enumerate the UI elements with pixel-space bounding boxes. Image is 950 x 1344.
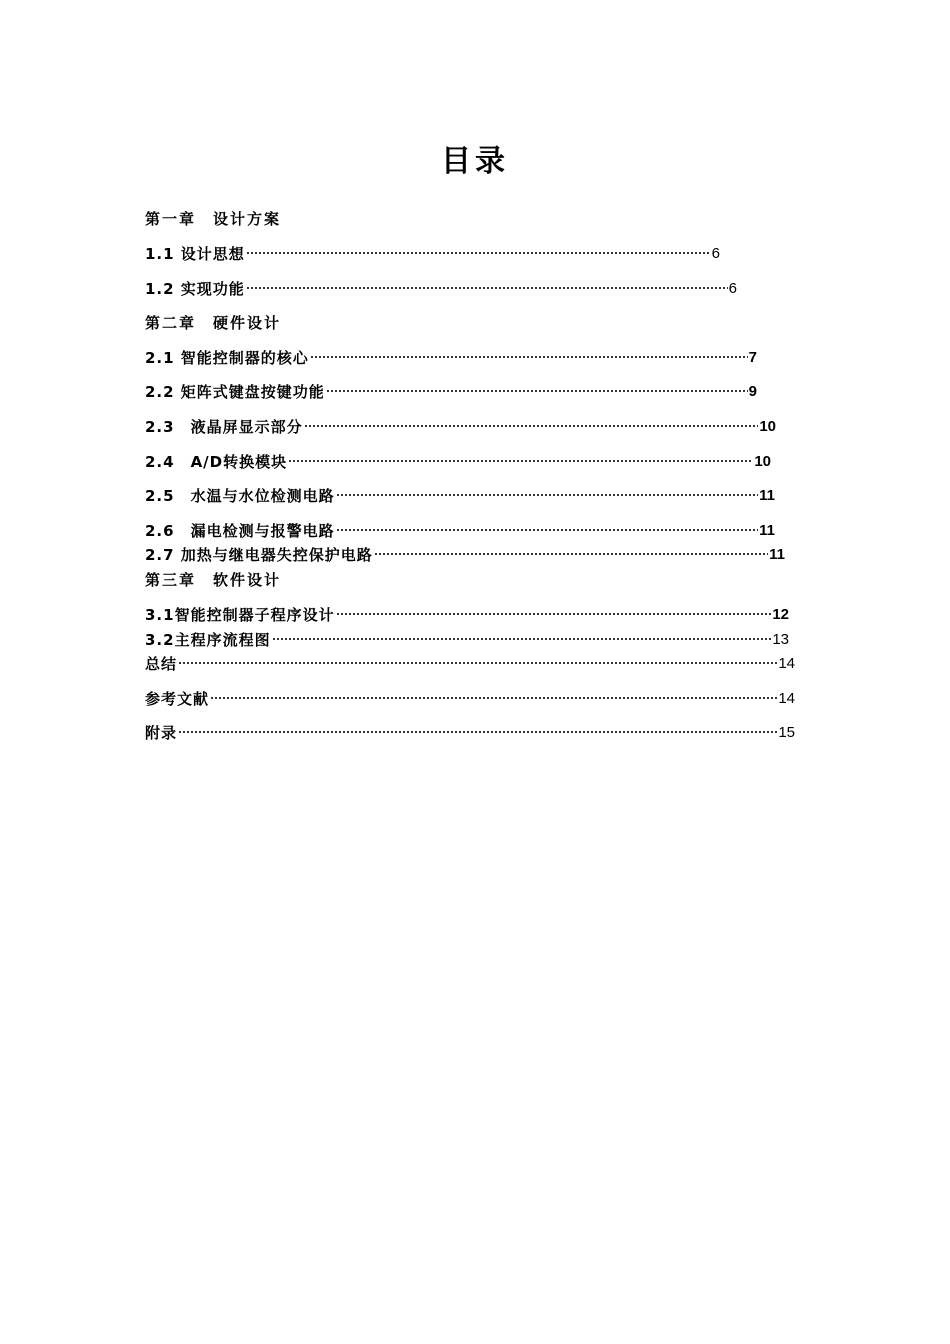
toc-entry-3-1[interactable] xyxy=(145,603,789,625)
toc-entry-2-3[interactable] xyxy=(145,415,776,437)
toc-entry-1-1[interactable] xyxy=(145,242,720,264)
toc-entry-2-4[interactable] xyxy=(145,450,771,472)
dot-leader xyxy=(178,656,777,670)
toc-entry-page: 11 xyxy=(759,522,775,539)
toc-entry-2-2[interactable] xyxy=(145,380,757,402)
toc-entry-label: 总结 xyxy=(145,655,178,673)
toc-entry-page: 10 xyxy=(759,418,776,435)
toc-entry-page: 13 xyxy=(772,631,789,648)
toc-entry-label: 3.1智能控制器子程序设计 xyxy=(145,606,335,624)
toc-entry-label: 第三章 软件设计 xyxy=(145,571,282,589)
toc-entry-page: 11 xyxy=(769,546,785,563)
toc-entry-page: 9 xyxy=(748,383,757,400)
toc-entry-page: 6 xyxy=(728,280,737,297)
toc-entry-label: 2.6 漏电检测与报警电路 xyxy=(145,522,335,540)
toc-entry-label: 2.5 水温与水位检测电路 xyxy=(145,487,335,505)
dot-leader xyxy=(246,246,711,260)
toc-entry-2-6[interactable] xyxy=(145,519,775,541)
toc-entry-label: 2.7 加热与继电器失控保护电路 xyxy=(145,546,373,564)
toc-entry-label: 2.4 A/D转换模块 xyxy=(145,453,288,471)
toc-entry-label: 1.1 设计思想 xyxy=(145,245,245,263)
toc-entry-page: 7 xyxy=(748,349,757,366)
dot-leader xyxy=(336,488,759,502)
toc-entry-label: 2.1 智能控制器的核心 xyxy=(145,349,309,367)
toc-entry-label: 参考文献 xyxy=(145,690,210,708)
dot-leader xyxy=(326,384,748,398)
dot-leader xyxy=(336,607,772,621)
dot-leader xyxy=(304,419,759,433)
toc-entry-page: 11 xyxy=(759,487,775,504)
dot-leader xyxy=(178,725,777,739)
toc-entry-references[interactable] xyxy=(145,687,795,709)
toc-entry-page: 6 xyxy=(711,245,720,262)
toc-entry-label: 第一章 设计方案 xyxy=(145,210,282,228)
toc-entry-appendix[interactable] xyxy=(145,721,795,743)
dot-leader xyxy=(288,454,753,468)
toc-entry-2-1[interactable] xyxy=(145,346,757,368)
toc-entry-label: 2.2 矩阵式键盘按键功能 xyxy=(145,383,325,401)
toc-entry-chapter-2[interactable] xyxy=(145,311,345,333)
dot-leader xyxy=(310,350,748,364)
toc-entry-summary[interactable] xyxy=(145,652,795,674)
page-title: 目录 xyxy=(441,144,509,179)
toc-entry-page: 14 xyxy=(778,690,795,707)
toc-entry-page: 12 xyxy=(772,606,789,623)
toc-entry-label: 2.3 液晶屏显示部分 xyxy=(145,418,303,436)
dot-leader xyxy=(272,632,772,646)
dot-leader xyxy=(374,547,768,561)
toc-entry-label: 第二章 硬件设计 xyxy=(145,314,282,332)
dot-leader xyxy=(246,281,728,295)
toc-entry-chapter-1[interactable] xyxy=(145,207,345,229)
toc-entry-page: 10 xyxy=(754,453,771,470)
dot-leader xyxy=(336,523,759,537)
toc-entry-3-2[interactable] xyxy=(145,628,789,650)
toc-entry-page: 14 xyxy=(778,655,795,672)
dot-leader xyxy=(210,691,777,705)
toc-entry-label: 附录 xyxy=(145,724,178,742)
toc-entry-chapter-3[interactable] xyxy=(145,568,345,590)
toc-entry-2-5[interactable] xyxy=(145,484,775,506)
toc-entry-label: 3.2主程序流程图 xyxy=(145,631,271,649)
toc-entry-1-2[interactable] xyxy=(145,277,737,299)
toc-entry-page: 15 xyxy=(778,724,795,741)
toc-entry-2-7[interactable] xyxy=(145,543,785,565)
toc-entry-label: 1.2 实现功能 xyxy=(145,280,245,298)
